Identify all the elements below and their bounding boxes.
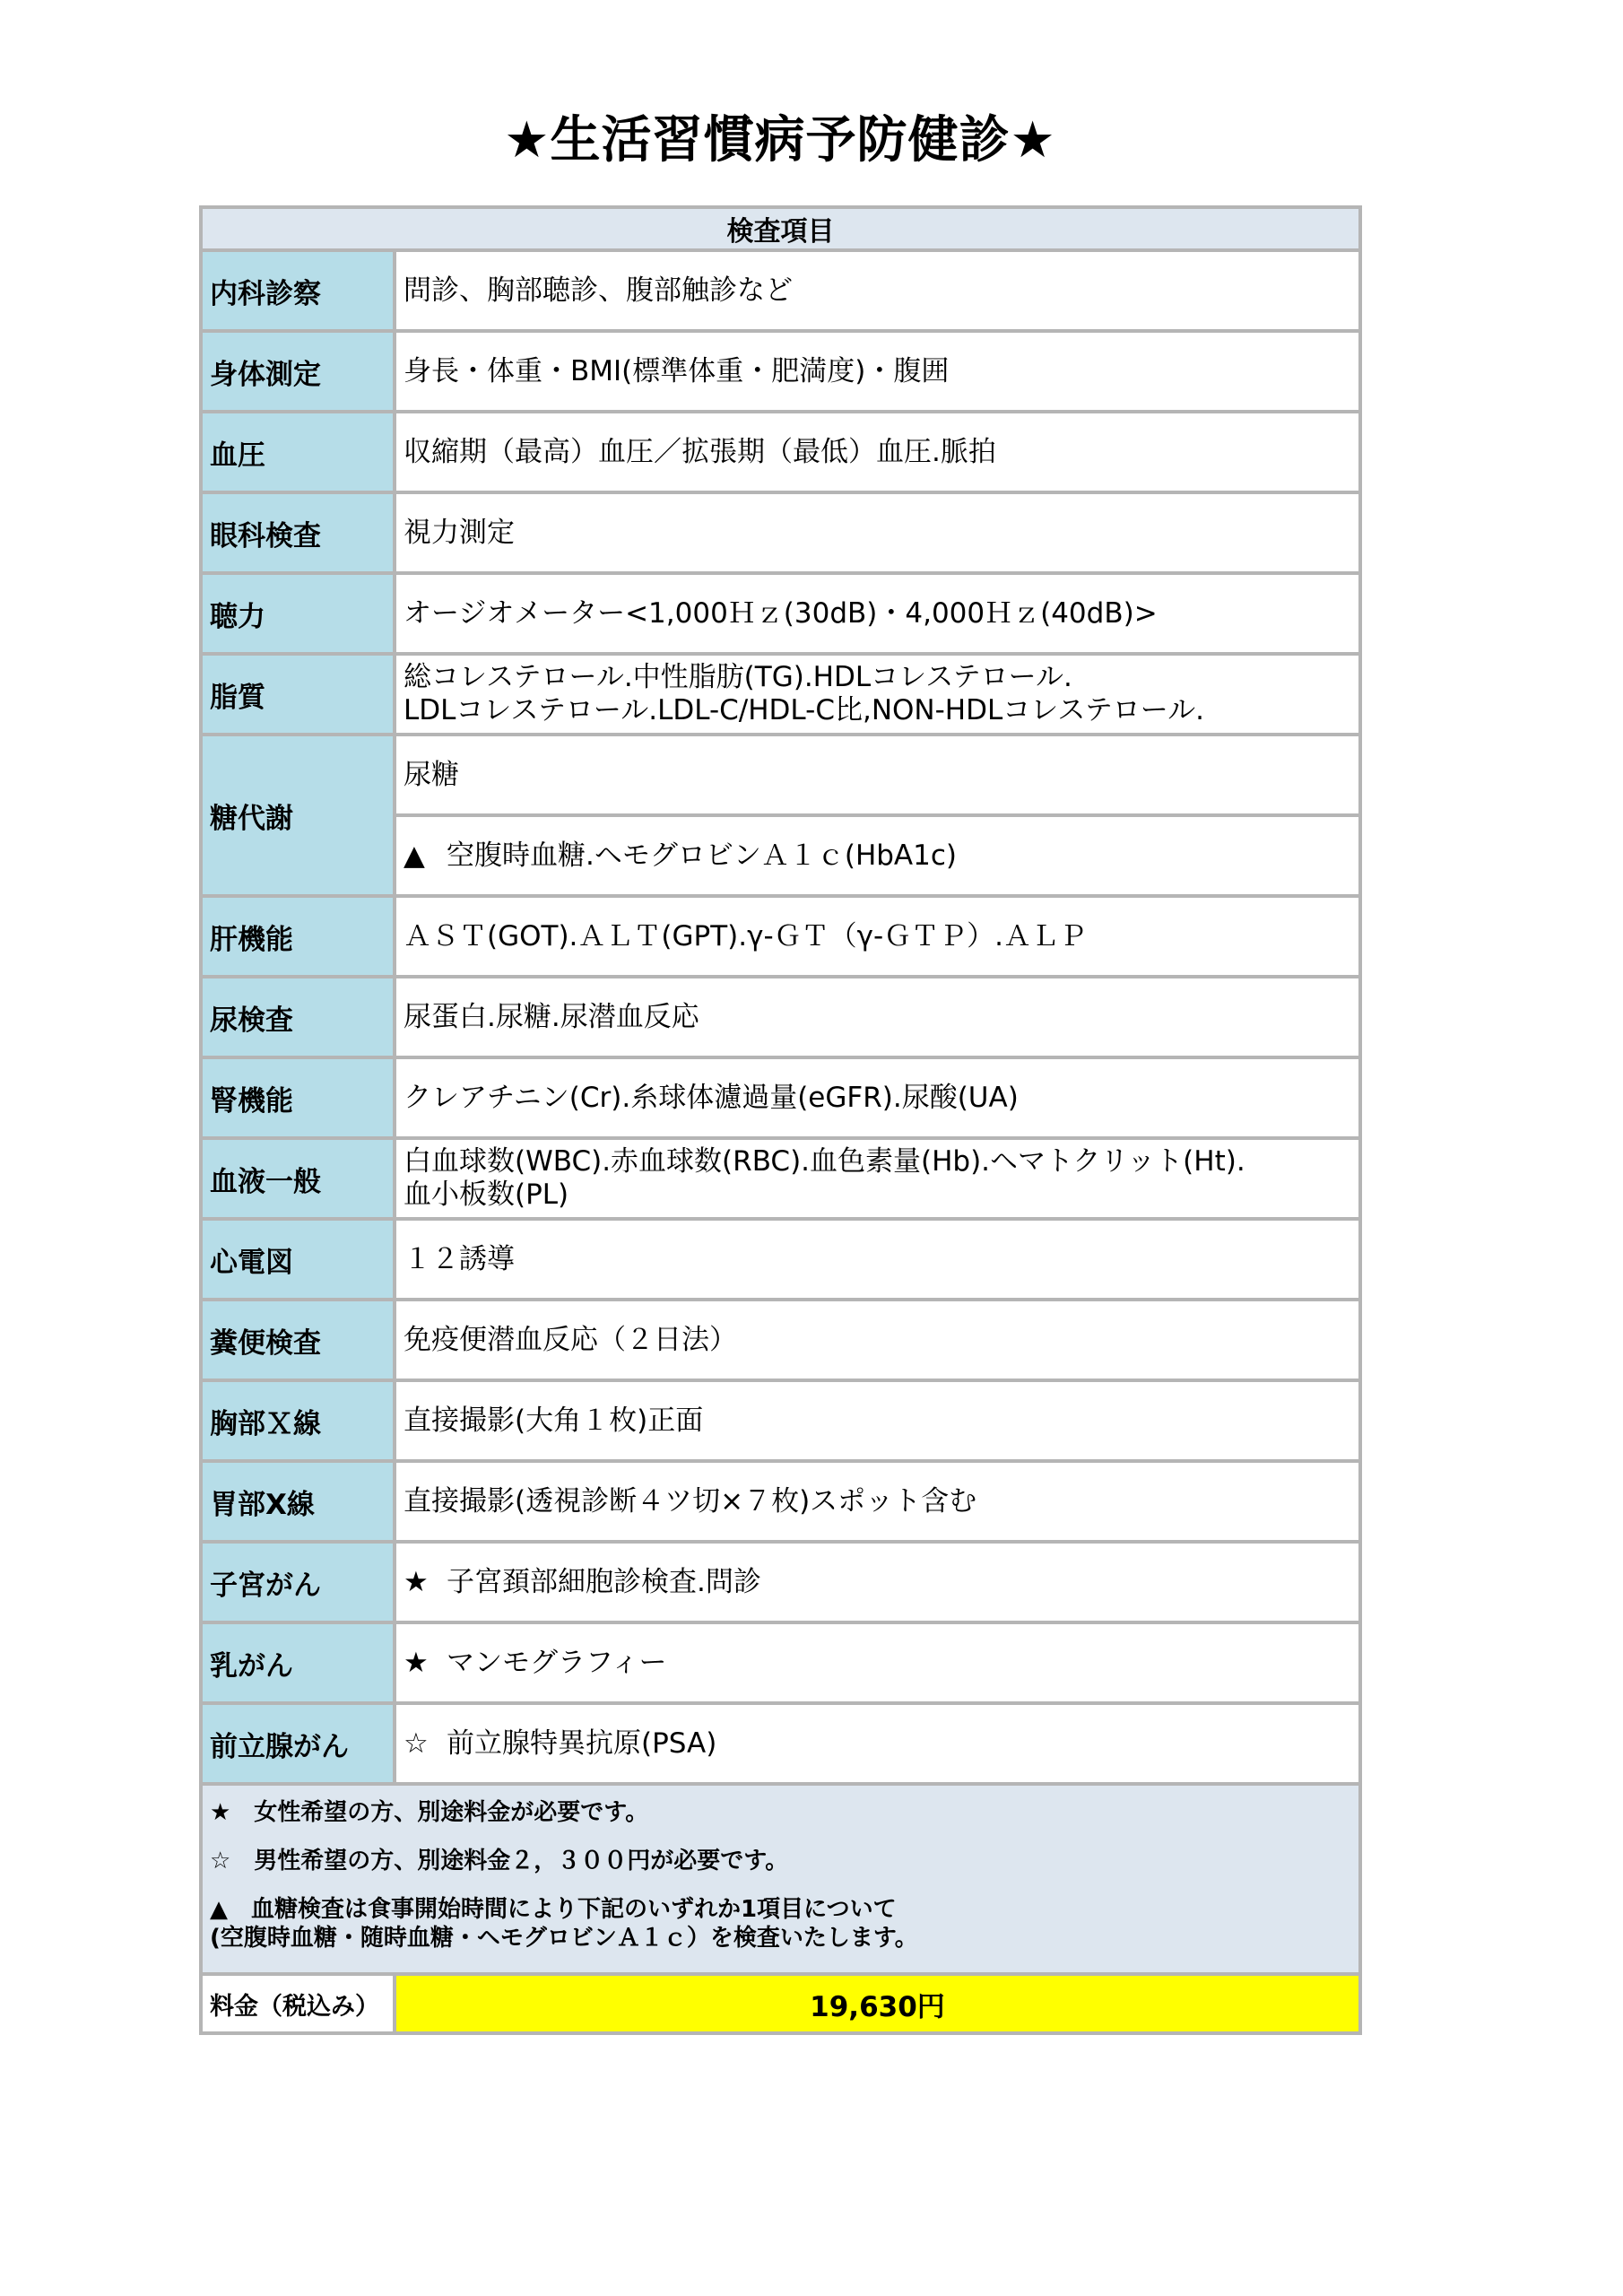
- note-line: ▲ 血糖検査は食事開始時間により下記のいずれか1項目について (空腹時血糖・随時血糖・ヘモグロビンＡ１ｃ）を検査いたします。: [210, 1896, 918, 1952]
- detail-line: オージオメーター<1,000Ｈｚ(30dB)・4,000Ｈｚ(40dB)>: [404, 596, 1158, 630]
- notes-row: [201, 1784, 1360, 1974]
- fee-row: [201, 1974, 1360, 2033]
- marker-symbol: ★: [404, 1565, 429, 1598]
- fee-label: 料金（税込み）: [201, 1974, 395, 2033]
- detail-cell: [395, 735, 1360, 815]
- detail-cell: [395, 1300, 1360, 1380]
- detail-cell: [395, 492, 1360, 573]
- table-row: [201, 1542, 1360, 1622]
- detail-text: 前立腺特異抗原(PSA): [447, 1726, 717, 1760]
- table-row: [201, 331, 1360, 412]
- marker-symbol: ★: [404, 1646, 429, 1679]
- detail-text: 空腹時血糖.ヘモグロビンＡ１ｃ(HbA1c): [447, 839, 958, 872]
- table-row: [201, 412, 1360, 492]
- detail-line: 血小板数(PL): [404, 1178, 569, 1211]
- detail-cell: [395, 815, 1360, 896]
- detail-cell: [395, 331, 1360, 412]
- detail-line: 直接撮影(透視診断４ツ切×７枚)スポット含む: [404, 1484, 977, 1518]
- category-cell: 脂質: [201, 654, 395, 735]
- table-row: [201, 573, 1360, 654]
- detail-cell: [395, 1138, 1360, 1219]
- table-row: [201, 250, 1360, 331]
- category-cell: 糖代謝: [201, 735, 395, 896]
- exam-items-table: [199, 205, 1362, 2035]
- detail-cell: [395, 1461, 1360, 1542]
- detail-line: クレアチニン(Cr).糸球体濾過量(eGFR).尿酸(UA): [404, 1081, 1019, 1114]
- table-row: [201, 1703, 1360, 1784]
- table-row: [201, 1622, 1360, 1703]
- table-row: [201, 654, 1360, 735]
- category-cell: 腎機能: [201, 1057, 395, 1138]
- table-row: [201, 1057, 1360, 1138]
- detail-line: 収縮期（最高）血圧／拡張期（最低）血圧.脈拍: [404, 435, 996, 468]
- detail-cell: [395, 250, 1360, 331]
- table-row: [201, 1380, 1360, 1461]
- category-cell: 内科診察: [201, 250, 395, 331]
- page-title: ★生活習慣病予防健診★: [504, 111, 1056, 170]
- detail-cell: [395, 896, 1360, 977]
- detail-cell: [395, 412, 1360, 492]
- note-line: ☆ 男性希望の方、別途料金２，３００円が必要です。: [210, 1848, 789, 1874]
- detail-cell: [395, 573, 1360, 654]
- category-cell: 糞便検査: [201, 1300, 395, 1380]
- category-cell: 肝機能: [201, 896, 395, 977]
- table-row: [201, 896, 1360, 977]
- table-row: [201, 1461, 1360, 1542]
- category-cell: 胸部Ｘ線: [201, 1380, 395, 1461]
- detail-cell: [395, 1057, 1360, 1138]
- table-row: [201, 977, 1360, 1057]
- detail-cell: [395, 1703, 1360, 1784]
- note-line: ★ 女性希望の方、別途料金が必要です。: [210, 1799, 649, 1826]
- category-cell: 眼科検査: [201, 492, 395, 573]
- table-row: [201, 1219, 1360, 1300]
- category-cell: 胃部X線: [201, 1461, 395, 1542]
- detail-text: 尿糖: [404, 758, 459, 791]
- detail-cell: [395, 1542, 1360, 1622]
- table-row: [201, 492, 1360, 573]
- detail-line: 尿蛋白.尿糖.尿潜血反応: [404, 1000, 699, 1033]
- detail-cell: [395, 1380, 1360, 1461]
- category-cell: 血液一般: [201, 1138, 395, 1219]
- detail-cell: [395, 977, 1360, 1057]
- table-row: [201, 735, 1360, 815]
- table-row: [201, 1138, 1360, 1219]
- category-cell: 身体測定: [201, 331, 395, 412]
- category-cell: 尿検査: [201, 977, 395, 1057]
- category-cell: 子宮がん: [201, 1542, 395, 1622]
- table-header-row: [201, 207, 1360, 250]
- table-header: 検査項目: [201, 207, 1360, 250]
- marker-symbol: ▲: [404, 839, 425, 872]
- detail-line: 視力測定: [404, 516, 515, 549]
- detail-cell: [395, 1219, 1360, 1300]
- detail-text: マンモグラフィー: [447, 1646, 667, 1679]
- table-row: [201, 1300, 1360, 1380]
- category-cell: 心電図: [201, 1219, 395, 1300]
- fee-value: 19,630円: [395, 1974, 1360, 2033]
- category-cell: 前立腺がん: [201, 1703, 395, 1784]
- detail-line: 問診、胸部聴診、腹部触診など: [404, 274, 793, 307]
- notes-cell: [201, 1784, 1360, 1974]
- detail-cell: [395, 1622, 1360, 1703]
- detail-text: 子宮頚部細胞診検査.問診: [447, 1565, 761, 1598]
- category-cell: 血圧: [201, 412, 395, 492]
- detail-line: 身長・体重・BMI(標準体重・肥満度)・腹囲: [404, 354, 950, 387]
- detail-line: １２誘導: [404, 1242, 515, 1275]
- detail-line: ＡＳＴ(GOT).ＡＬＴ(GPT).γ-ＧＴ（γ-ＧＴＰ）.ＡＬＰ: [404, 919, 1088, 952]
- detail-line: 白血球数(WBC).赤血球数(RBC).血色素量(Hb).ヘマトクリット(Ht).: [404, 1145, 1245, 1178]
- category-cell: 乳がん: [201, 1622, 395, 1703]
- marker-symbol: ☆: [404, 1726, 429, 1760]
- detail-line: 総コレステロール.中性脂肪(TG).HDLコレステロール.: [404, 661, 1072, 693]
- category-cell: 聴力: [201, 573, 395, 654]
- detail-cell: [395, 654, 1360, 735]
- detail-line: 直接撮影(大角１枚)正面: [404, 1404, 704, 1437]
- detail-line: LDLコレステロール.LDL-C/HDL-C比,NON-HDLコレステロール.: [404, 694, 1204, 726]
- detail-line: 免疫便潜血反応（２日法）: [404, 1323, 737, 1356]
